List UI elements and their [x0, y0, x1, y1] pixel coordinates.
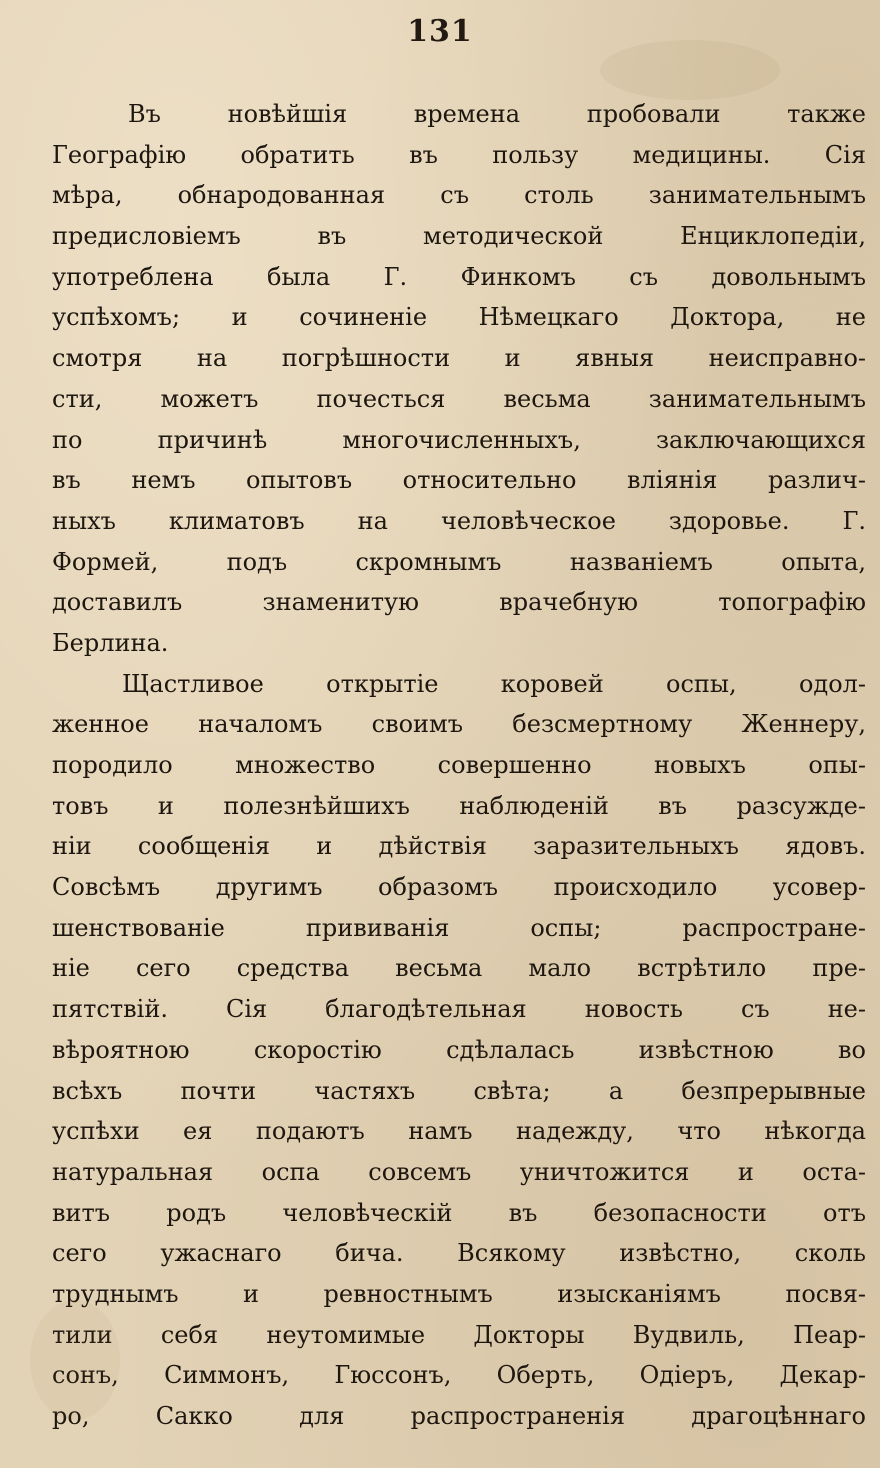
text-line-32: сонъ, Симмонъ, Гюссонъ, Оберть, Одіеръ, Декар- [52, 1361, 866, 1390]
text-line-26: успѣхи ея подаютъ намъ надежду, что нѣкогда [52, 1117, 866, 1146]
text-line-7: смотря на погрѣшности и явныя неисправно- [52, 344, 866, 373]
text-line-3: мѣра, обнародованная съ столь занимательнымъ [52, 181, 866, 210]
text-line-15: Щастливое открытіе коровей оспы, одол- [122, 669, 866, 698]
text-line-29: сего ужаснаго бича. Всякому извѣстно, сколь [52, 1239, 866, 1268]
text-line-30: труднымъ и ревностнымъ изысканіямъ посвя- [52, 1279, 866, 1308]
text-line-13: доставилъ знаменитую врачебную топографію [52, 588, 866, 617]
text-line-4: предисловіемъ въ методической Енциклопедіи, [52, 222, 866, 251]
page-number: 131 [407, 14, 473, 49]
text-line-33: ро, Сакко для распространенія драгоцѣннаго [52, 1402, 866, 1430]
text-line-9: по причинѣ многочисленныхъ, заключающихся [52, 425, 866, 454]
text-line-5: употреблена была Г. Финкомъ съ довольнымъ [52, 262, 866, 291]
text-line-23: пятствій. Сія благодѣтельная новость съ не- [52, 995, 866, 1024]
text-line-1: Въ новѣйшія времена пробовали также [128, 100, 866, 128]
text-line-16: женное началомъ своимъ безсмертному Женнеру, [52, 710, 866, 739]
text-line-19: ніи сообщенія и дѣйствія заразительныхъ ядовъ. [52, 832, 866, 861]
text-line-8: сти, можетъ почесться весьма занимательнымъ [52, 384, 866, 413]
text-line-25: всѣхъ почти частяхъ свѣта; а безпрерывные [52, 1076, 866, 1105]
body-text [52, 94, 866, 1437]
text-line-28: витъ родъ человѣческій въ безопасности отъ [52, 1198, 866, 1227]
text-line-17: породило множество совершенно новыхъ опы- [52, 751, 866, 779]
text-line-10: въ немъ опытовъ относительно вліянія различ- [52, 466, 866, 495]
text-line-24: вѣроятною скоростію сдѣлалась извѣстною во [52, 1035, 866, 1064]
text-line-31: тили себя неутомимые Докторы Вудвиль, Пеар- [52, 1320, 866, 1349]
text-line-14: Берлина. [52, 628, 169, 657]
text-line-6: успѣхомъ; и сочиненіе Нѣмецкаго Доктора, не [52, 303, 866, 332]
text-line-27: натуральная оспа совсемъ уничтожится и оста- [52, 1157, 866, 1186]
text-line-12: Формей, подъ скромнымъ названіемъ опыта, [52, 547, 866, 576]
text-line-22: ніе сего средства весьма мало встрѣтило пре- [52, 954, 866, 983]
text-line-20: Совсѣмъ другимъ образомъ происходило усовер- [52, 873, 866, 902]
text-line-11: ныхъ климатовъ на человѣческое здоровье. Г. [52, 506, 866, 535]
text-line-18: товъ и полезнѣйшихъ наблюденій въ разсужде- [52, 791, 866, 820]
text-line-2: Географію обратить въ пользу медицины. Сія [52, 140, 866, 169]
paper-stain [600, 40, 780, 100]
text-line-21: шенствованіе прививанія оспы; распростране- [52, 913, 866, 942]
